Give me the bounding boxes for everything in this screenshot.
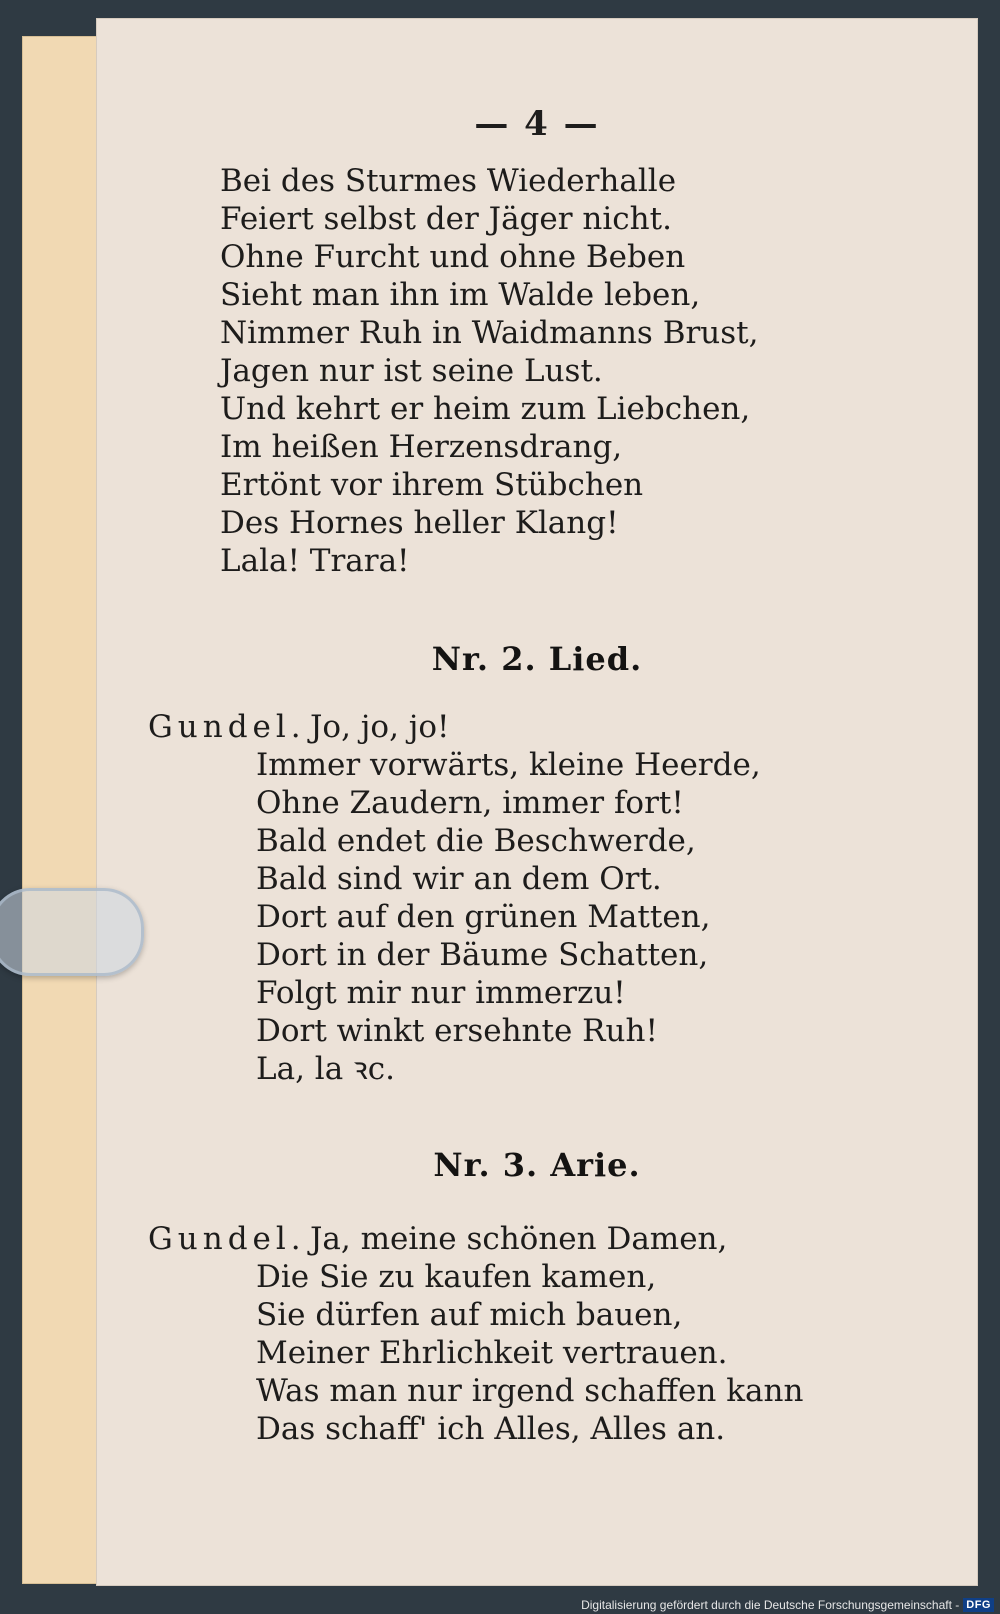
verse-line: Das schaff' ich Alles, Alles an. (256, 1411, 726, 1447)
page-number: — 4 — (474, 104, 600, 144)
verse-line: Die Sie zu kaufen kamen, (256, 1259, 657, 1295)
speaker-name: Gundel. (148, 1221, 306, 1257)
verse-line: Ertönt vor ihrem Stübchen (220, 467, 644, 503)
verse-line: Immer vorwärts, kleine Heerde, (256, 747, 761, 783)
verse-line: Was man nur irgend schaffen kann (256, 1373, 804, 1409)
verse-line: Des Hornes heller Klang! (220, 505, 619, 541)
page-clip-tab (0, 888, 144, 976)
verse-line: Im heißen Herzensdrang, (220, 429, 623, 465)
verse-line: Jagen nur ist seine Lust. (220, 353, 603, 389)
footer-credit: Digitalisierung gefördert durch die Deutsche Forschungsgemeinschaft - (581, 1598, 960, 1612)
verse-line: Sieht man ihn im Walde leben, (220, 277, 701, 313)
verse-line: Ja, meine schönen Damen, (310, 1221, 728, 1257)
verse-line: Nimmer Ruh in Waidmanns Brust, (220, 315, 759, 351)
verse-line: Jo, jo, jo! (310, 709, 450, 745)
verse-line: Bei des Sturmes Wiederhalle (220, 163, 677, 199)
verse-line: Sie dürfen auf mich bauen, (256, 1297, 683, 1333)
dfg-logo-icon: DFG (963, 1598, 994, 1612)
verse-line: Dort in der Bäume Schatten, (256, 937, 709, 973)
speaker-name: Gundel. (148, 709, 306, 745)
verse-line: Dort auf den grünen Matten, (256, 899, 711, 935)
verse-line: La, la ꝛc. (256, 1051, 395, 1087)
section-heading: Nr. 3. Arie. (433, 1146, 641, 1184)
digitization-footer (581, 1598, 994, 1612)
verse-line: Folgt mir nur immerzu! (256, 975, 626, 1011)
section-heading: Nr. 2. Lied. (431, 640, 643, 678)
verse-line: Und kehrt er heim zum Liebchen, (220, 391, 751, 427)
verse-line: Lala! Trara! (220, 543, 410, 579)
verse-line: Dort winkt ersehnte Ruh! (256, 1013, 658, 1049)
book-page (96, 18, 978, 1586)
verse-line: Bald sind wir an dem Ort. (256, 861, 662, 897)
verse-line: Meiner Ehrlichkeit vertrauen. (256, 1335, 728, 1371)
verse-line: Bald endet die Beschwerde, (256, 823, 696, 859)
verse-line: Feiert selbst der Jäger nicht. (220, 201, 672, 237)
verse-line: Ohne Zaudern, immer fort! (256, 785, 684, 821)
verse-line: Ohne Furcht und ohne Beben (220, 239, 686, 275)
